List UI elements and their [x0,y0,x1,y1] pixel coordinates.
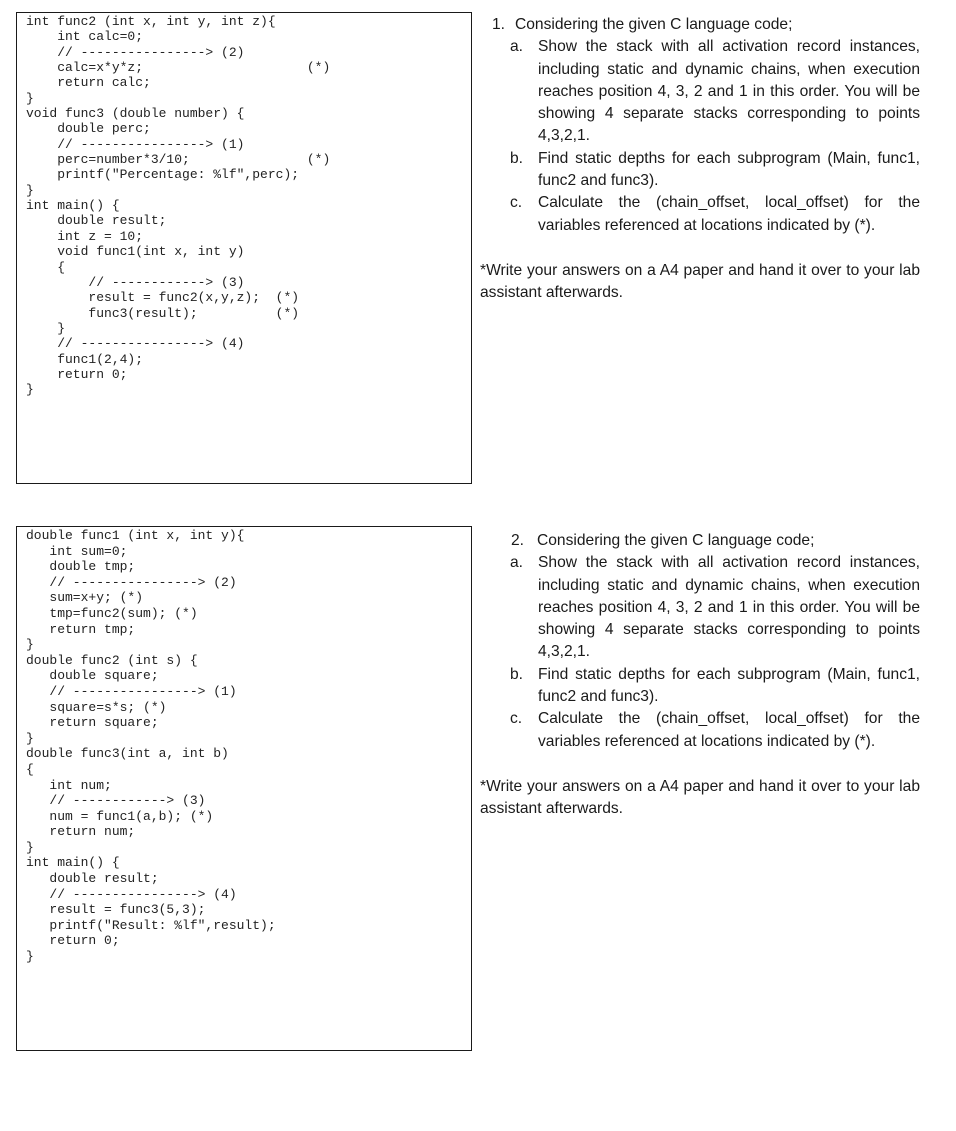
question-intro-text: Considering the given C language code; [537,532,815,549]
code-line: func3(result); (*) [26,305,300,321]
code-line: double func2 (int s) { [26,652,198,668]
code-line: void func3 (double number) { [26,106,245,122]
code-listing-2 [26,528,471,965]
code-line: result = func3(5,3); [26,902,206,918]
code-line: result = func2(x,y,z); (*) [26,290,300,306]
code-block-1 [16,12,472,484]
code-line: } [26,949,34,965]
sub-question-text: Show the stack with all activation record instances, including static and dynamic chains, when execution reaches position 4, 3, 2 and 1 in this order. You will be showing 4 separate stacks corresponding to points 4,3,2,1. [538,554,920,661]
sub-question-letter: b. [510,665,524,683]
sub-question-list [480,552,920,753]
code-line: tmp=func2(sum); (*) [26,605,198,621]
sub-question-b [480,148,920,193]
code-line: printf("Percentage: %lf",perc); [26,167,300,183]
sub-question-a [480,552,920,663]
sub-question-b [480,664,920,709]
code-line: func1(2,4); [26,351,144,367]
code-line: { [26,761,34,777]
sub-question-text: Calculate the (chain_offset, local_offset) for the variables referenced at locations indicated by (*). [538,710,920,750]
question-intro [480,530,920,552]
sub-question-a [480,36,920,147]
code-line: calc=x*y*z; (*) [26,60,331,76]
code-line: square=s*s; (*) [26,699,167,715]
code-line: int calc=0; [26,29,144,45]
question-intro [480,14,920,36]
code-line: // ----------------> (1) [26,136,245,152]
code-line: } [26,839,34,855]
code-line: // ------------> (3) [26,274,245,290]
sub-question-letter: b. [510,149,524,167]
code-line: return calc; [26,75,151,91]
code-line: // ------------> (3) [26,793,206,809]
code-line: int main() { [26,855,120,871]
sub-question-text: Calculate the (chain_offset, local_offset) for the variables referenced at locations indicated by (*). [538,194,920,234]
code-line: // ----------------> (2) [26,44,245,60]
question-intro-text: Considering the given C language code; [515,16,793,33]
sub-question-letter: c. [510,194,523,212]
submission-note: *Write your answers on a A4 paper and hand it over to your lab assistant afterwards. [480,777,920,818]
code-line: } [26,382,34,398]
question-2 [480,530,920,821]
question-1 [480,14,920,305]
code-line: sum=x+y; (*) [26,590,144,606]
code-line: double result; [26,213,167,229]
code-line: // ----------------> (4) [26,336,245,352]
sub-question-letter: a. [510,554,524,572]
code-listing-1 [26,14,471,398]
sub-question-list [480,36,920,237]
code-line: } [26,637,34,653]
submission-note: *Write your answers on a A4 paper and hand it over to your lab assistant afterwards. [480,261,920,302]
code-line: { [26,259,66,275]
code-line: } [26,182,34,198]
sub-question-text: Show the stack with all activation record instances, including static and dynamic chains, when execution reaches position 4, 3, 2 and 1 in this order. You will be showing 4 separate stacks corresponding to points 4,3,2,1. [538,38,920,145]
code-line: // ----------------> (1) [26,683,237,699]
code-line: double tmp; [26,559,136,575]
sub-question-c [480,192,920,237]
code-line: } [26,730,34,746]
code-line: double func1 (int x, int y){ [26,528,245,543]
sub-question-text: Find static depths for each subprogram (Main, func1, func2 and func3). [538,665,920,706]
code-line: double result; [26,871,159,887]
code-line: double func3(int a, int b) [26,746,229,762]
code-line: int func2 (int x, int y, int z){ [26,14,276,29]
code-line: int num; [26,777,112,793]
code-line: int sum=0; [26,543,128,559]
code-line: return num; [26,824,136,840]
sub-question-text: Find static depths for each subprogram (Main, func1, func2 and func3). [538,149,920,190]
code-line: perc=number*3/10; (*) [26,152,331,168]
code-line: int main() { [26,198,120,214]
code-line: // ----------------> (4) [26,886,237,902]
code-line: } [26,90,34,106]
code-line: return 0; [26,366,128,382]
code-line: num = func1(a,b); (*) [26,808,214,824]
question-number: 2. [511,532,525,549]
sub-question-letter: c. [510,710,523,728]
code-line: double square; [26,668,159,684]
code-line: // ----------------> (2) [26,574,237,590]
code-line: int z = 10; [26,228,144,244]
sub-question-c [480,708,920,753]
code-line: return square; [26,715,159,731]
code-line: return tmp; [26,621,136,637]
code-line: void func1(int x, int y) [26,244,245,260]
code-line: return 0; [26,933,120,949]
code-line: printf("Result: %lf",result); [26,917,276,933]
code-line: double perc; [26,121,151,137]
question-number: 1. [492,16,506,33]
code-line: } [26,320,66,336]
code-block-2 [16,526,472,1051]
sub-question-letter: a. [510,38,524,56]
